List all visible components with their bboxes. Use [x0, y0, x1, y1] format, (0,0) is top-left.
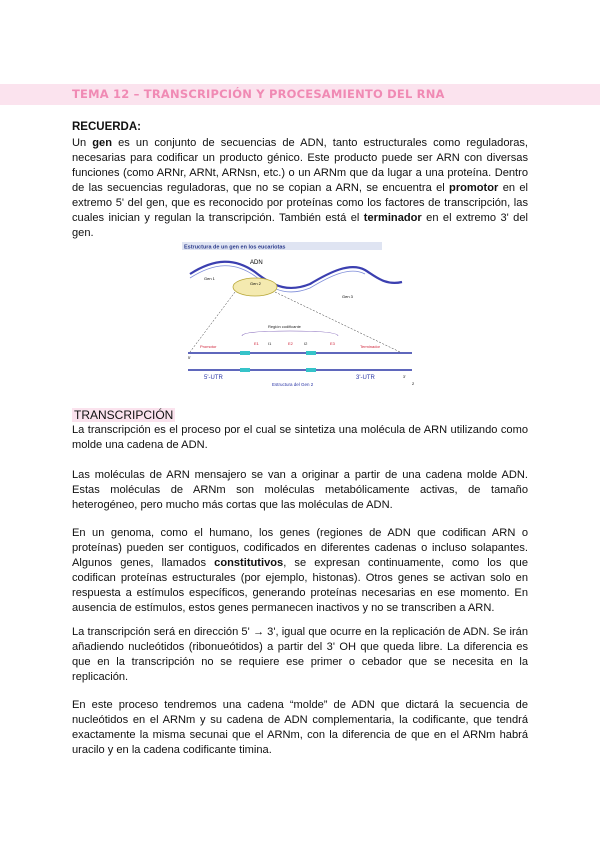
recuerda-paragraph: Un gen es un conjunto de secuencias de ADN, tanto estructurales como reguladoras, necesarias para codificar un producto génico. Este producto puede ser ARN con diversas funciones (como ARNr, ARNt, ARNsn, etc.) o un ARNm que da lugar a una proteína. Dentro de las secuencias reguladoras, que no se copian a ARN, se encuentra el promotor en el extremo 5' del gen, que es reconocido por proteínas como los factores de transcripción, las cuales inician y regulan la transcripción. También está el terminador en el extremo 3' del gen.: [72, 137, 529, 239]
i2-label: I2: [304, 341, 308, 346]
terminador-label: Terminador: [360, 344, 381, 349]
transcripcion-para-4: La transcripción será en dirección 5' → 3', igual que ocurre en la replicación de ADN. Se irán añadiendo nucleótidos (ribonueótidos) a partir del 3' OH que queda libre. La diferencia es que en la transcripción no se requiere ese primer o cebador que se necesita en la replicación.: [72, 626, 528, 683]
e1-label: E1: [254, 341, 259, 346]
recuerda-heading: RECUERDA:: [72, 121, 141, 133]
page-title: TEMA 12 – TRANSCRIPCIÓN Y PROCESAMIENTO DEL RNA: [72, 87, 445, 101]
e2-label: E2: [288, 341, 293, 346]
transcripcion-para-1: La transcripción es el proceso por el cual se sintetiza una molécula de ARN utilizando como molde una cadena de ADN.: [72, 424, 528, 451]
strand-3-bottom: 3': [403, 375, 406, 379]
figure-number: 2: [412, 381, 415, 386]
adn-label: ADN: [250, 260, 263, 266]
gene-structure-diagram: [180, 240, 420, 392]
transcripcion-para-5: En este proceso tendremos una cadena “molde” de ADN que dictará la secuencia de nucleótidos en el ARNm y su cadena de ADN complementaria, la codificante, que tendrá exactamente la misma secunai que el ARNm, con la diferencia de que en el ARNm habrá uracilo y en la cadena codificante timina.: [72, 699, 528, 756]
figure-title: Estructura de un gen en los eucariotas: [184, 244, 286, 251]
region-label: Región codificante: [268, 324, 301, 329]
gen1-label: Gen 1: [204, 276, 215, 281]
gen2-label: Gen 2: [250, 281, 261, 286]
transcripcion-para-3: En un genoma, como el humano, los genes (regiones de ADN que codifican ARN o proteínas) pueden ser contiguos, codificados en diferentes cadenas o incluso solapantes. Algunos genes, llamados constitutivos, se expresan continuamente, como los que codifican proteínas estructurales (por ejemplo, histonas). Otros genes se activan solo en respuesta a estímulos específicos, generando proteínas necesarias en ese momento. En ausencia de estímulos, estos genes permanecen inactivos y no se transcriben a ARN.: [72, 527, 529, 614]
term-terminador: terminador: [363, 212, 422, 224]
section-heading-transcripcion: TRANSCRIPCIÓN: [74, 408, 174, 422]
term-gen: gen: [92, 137, 113, 149]
promotor-label: Promotor: [200, 344, 217, 349]
utr3-label: 3'-UTR: [356, 375, 375, 381]
gen3-label: Gen 3: [342, 294, 353, 299]
e3-label: E3: [330, 341, 335, 346]
i1-label: I1: [268, 341, 272, 346]
term-constitutivos: constitutivos: [214, 557, 284, 569]
term-promotor: promotor: [449, 182, 499, 194]
transcripcion-para-2: Las moléculas de ARN mensajero se van a originar a partir de una cadena molde ADN. Estas moléculas de ARNm son moléculas metabólicamente activas, de tamaño heterogéneo, pero mucho más cortas que las moléculas de ADN.: [72, 469, 528, 511]
utr5-label: 5'-UTR: [204, 375, 223, 381]
strand-5-top: 5': [188, 356, 191, 360]
struct-label: Estructura del Gen 2: [272, 382, 314, 387]
